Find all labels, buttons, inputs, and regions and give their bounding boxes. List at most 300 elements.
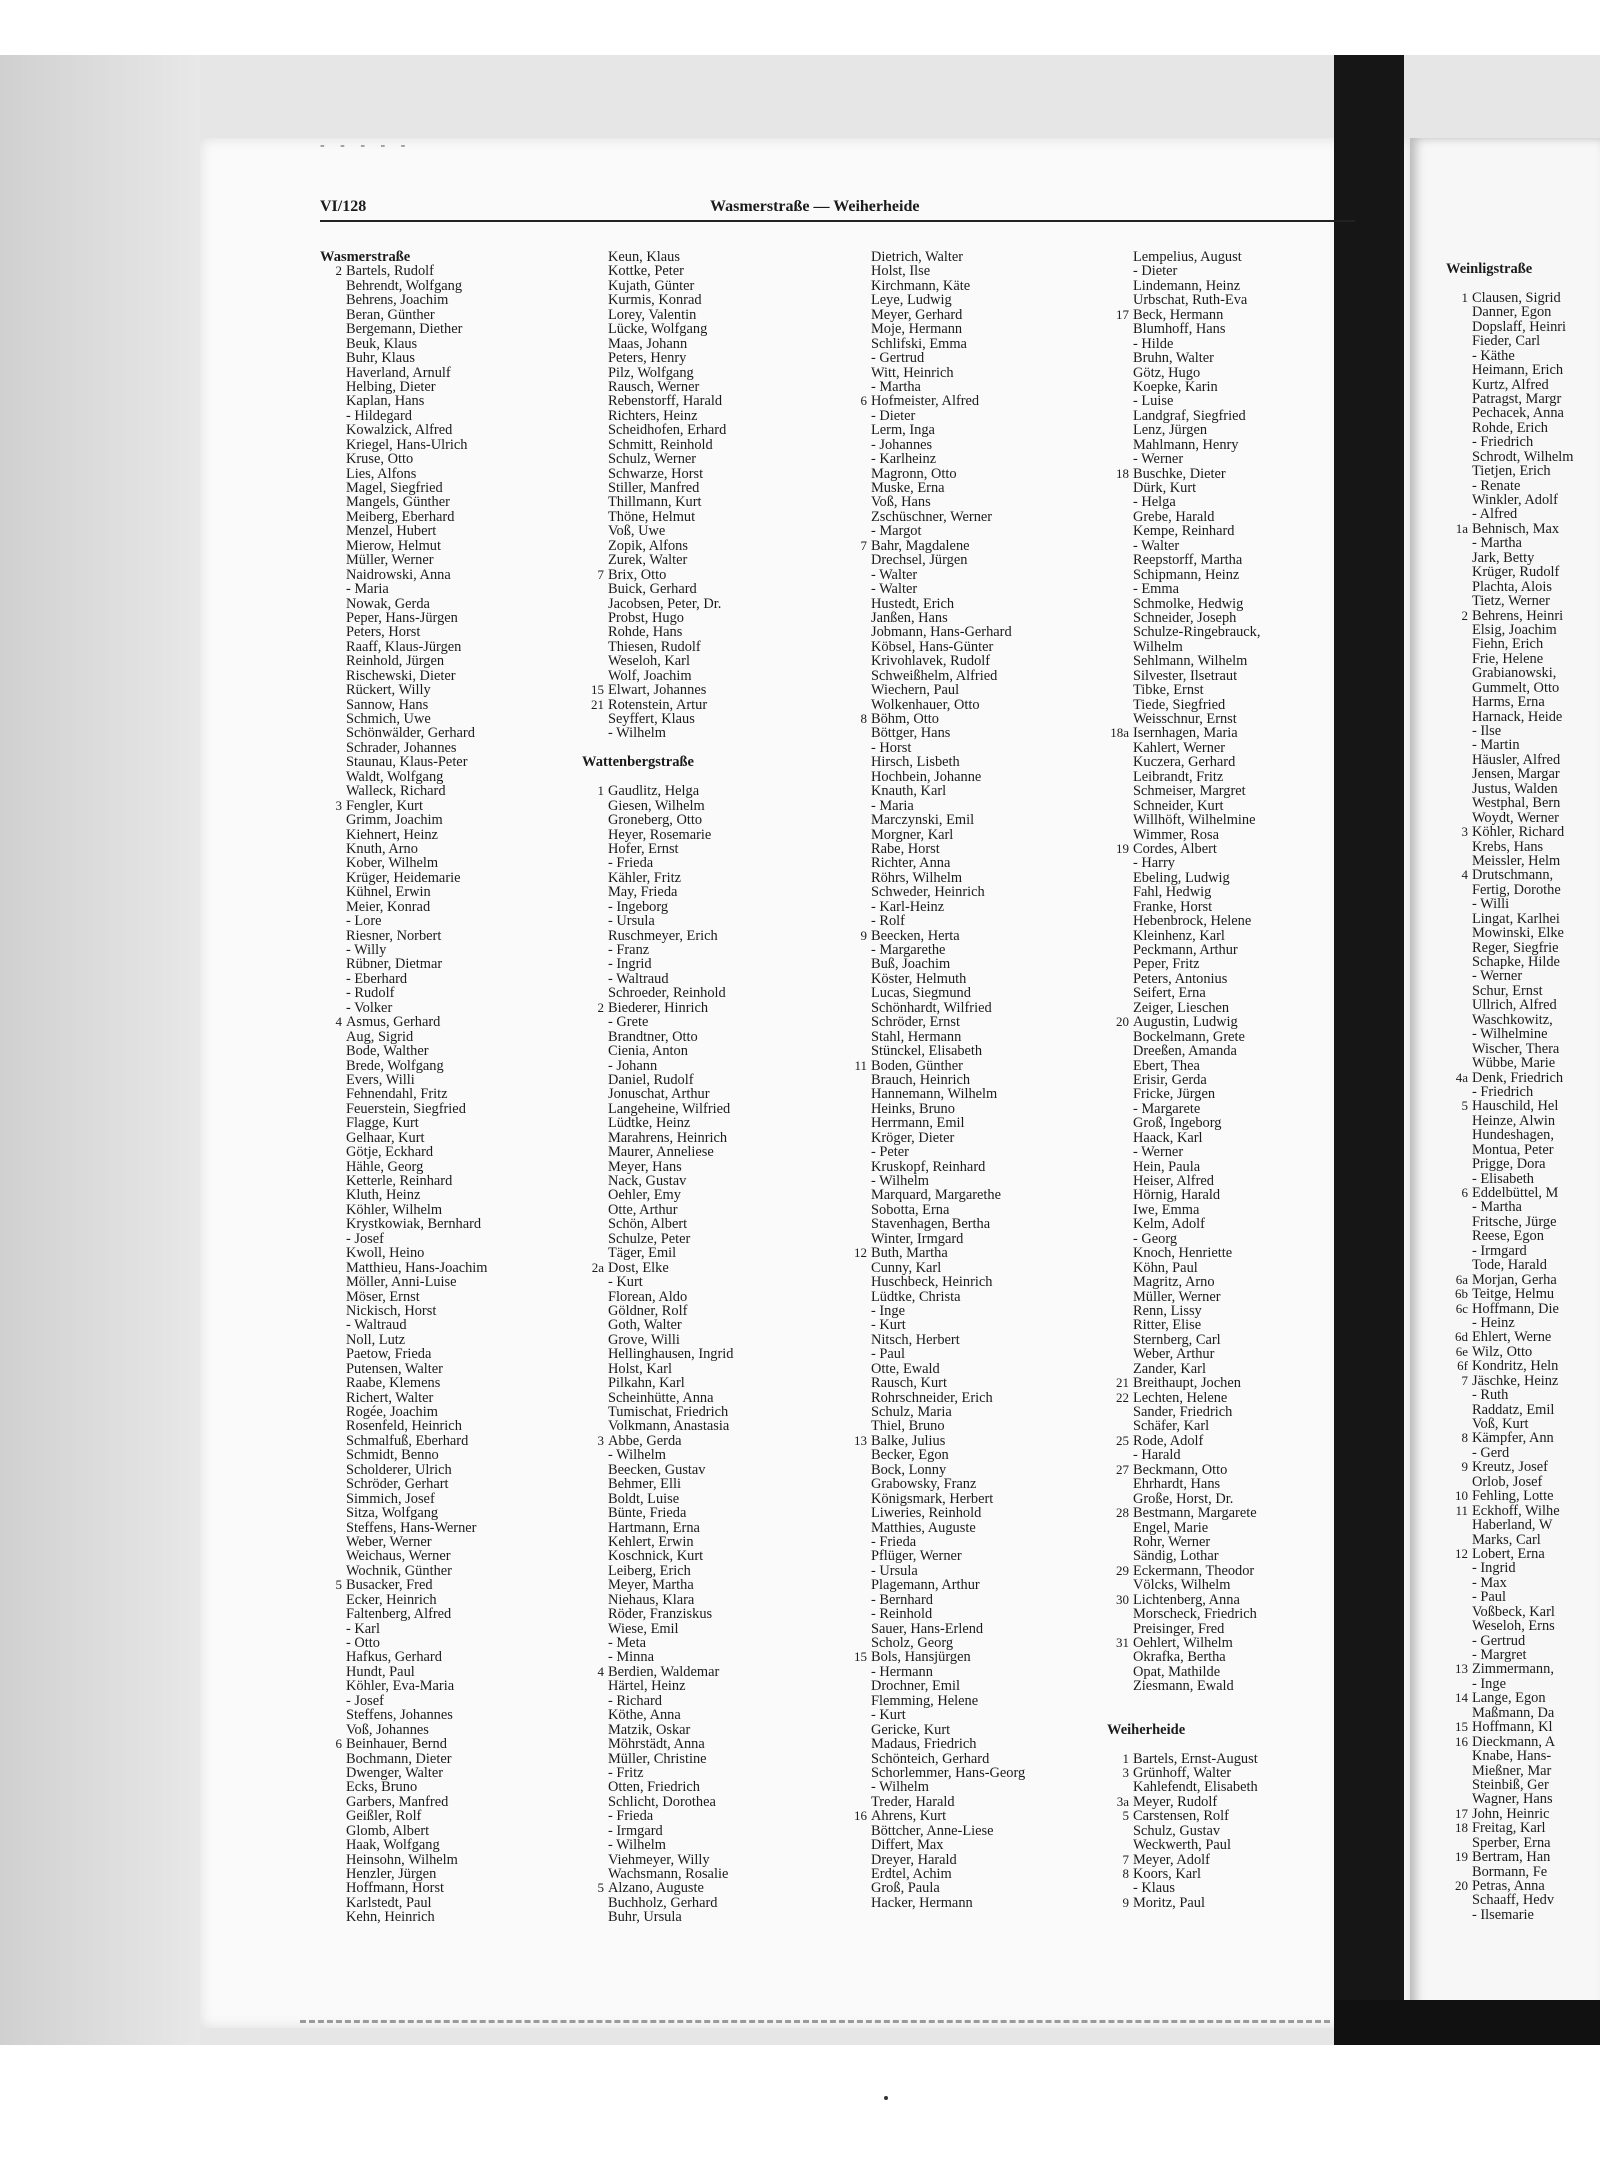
resident-entry xyxy=(582,452,832,466)
resident-name: Scheidhofen, Erhard xyxy=(608,422,727,439)
resident-name: Schorlemmer, Hans-Georg xyxy=(871,1764,1026,1781)
resident-entry xyxy=(582,712,832,726)
resident-entry xyxy=(582,582,832,596)
resident-name: - Wilhelm xyxy=(871,1173,929,1189)
resident-name: Meyer, Hans xyxy=(608,1158,682,1175)
resident-name: Wischer, Thera xyxy=(1472,1040,1560,1057)
resident-entry xyxy=(1107,524,1357,538)
resident-entry xyxy=(320,1708,570,1722)
resident-entry xyxy=(1107,1145,1357,1159)
resident-name: Ehrhardt, Hans xyxy=(1133,1476,1221,1493)
resident-entry xyxy=(1446,1388,1600,1402)
resident-entry xyxy=(1107,1015,1357,1029)
resident-name: Differt, Max xyxy=(871,1837,944,1854)
resident-name: - Renate xyxy=(1472,477,1521,494)
resident-name: Peters, Horst xyxy=(346,624,421,641)
resident-name: Köhler, Wilhelm xyxy=(346,1201,443,1218)
resident-name: Koepke, Karin xyxy=(1133,378,1218,395)
resident-name: Schönteich, Gerhard xyxy=(871,1750,990,1767)
resident-entry xyxy=(582,1333,832,1347)
resident-entry xyxy=(1446,1547,1600,1561)
house-number: 9 xyxy=(1461,1459,1468,1475)
resident-entry xyxy=(1446,594,1600,608)
house-number: 6 xyxy=(860,393,867,409)
resident-entry xyxy=(845,1867,1095,1881)
resident-entry xyxy=(1107,337,1357,351)
resident-entry xyxy=(1446,291,1600,305)
resident-name: Fieder, Carl xyxy=(1472,333,1541,350)
resident-entry xyxy=(1107,929,1357,943)
resident-entry xyxy=(1446,1821,1600,1835)
resident-name: Wilz, Otto xyxy=(1472,1343,1533,1360)
resident-name: Keun, Klaus xyxy=(608,249,680,265)
resident-entry xyxy=(1107,972,1357,986)
resident-name: Ecks, Bruno xyxy=(346,1779,418,1796)
resident-entry xyxy=(582,438,832,452)
resident-entry xyxy=(582,366,832,380)
resident-name: Pilkahn, Karl xyxy=(608,1375,685,1392)
resident-entry xyxy=(582,1867,832,1881)
resident-entry xyxy=(845,1217,1095,1231)
resident-name: Jacobsen, Peter, Dr. xyxy=(608,595,722,612)
resident-name: Schröder, Gerhart xyxy=(346,1476,449,1493)
resident-name: - Dieter xyxy=(871,407,916,424)
resident-name: Helbing, Dieter xyxy=(346,378,436,395)
resident-entry xyxy=(1446,883,1600,897)
resident-entry xyxy=(320,943,570,957)
resident-name: Schön, Albert xyxy=(608,1216,688,1233)
resident-entry xyxy=(1107,1622,1357,1636)
resident-name: Sternberg, Carl xyxy=(1133,1331,1221,1348)
resident-name: Grove, Willi xyxy=(608,1331,680,1348)
resident-entry xyxy=(320,640,570,654)
resident-entry xyxy=(1107,597,1357,611)
resident-entry xyxy=(1446,854,1600,868)
resident-entry xyxy=(1107,1535,1357,1549)
house-number: 1 xyxy=(597,783,604,799)
resident-entry xyxy=(1446,1619,1600,1633)
resident-name: Bergemann, Diether xyxy=(346,321,463,338)
resident-entry xyxy=(582,1203,832,1217)
resident-name: Magritz, Arno xyxy=(1133,1274,1215,1291)
resident-entry xyxy=(320,1304,570,1318)
resident-entry xyxy=(1446,738,1600,752)
resident-entry xyxy=(1107,1650,1357,1664)
resident-entry xyxy=(582,1434,832,1448)
resident-name: - Werner xyxy=(1133,451,1184,468)
resident-entry xyxy=(845,1116,1095,1130)
resident-entry xyxy=(845,495,1095,509)
resident-name: - Frieda xyxy=(871,1533,917,1550)
resident-name: Lingat, Karlhei xyxy=(1472,910,1560,927)
house-number: 13 xyxy=(1455,1661,1468,1677)
resident-entry xyxy=(1107,1838,1357,1852)
resident-entry xyxy=(582,957,832,971)
resident-name: Evers, Willi xyxy=(346,1071,415,1088)
street-heading xyxy=(1446,262,1600,276)
resident-name: Karlstedt, Paul xyxy=(346,1894,432,1911)
resident-name: Orlob, Josef xyxy=(1472,1473,1543,1490)
resident-entry xyxy=(582,1304,832,1318)
resident-name: Harms, Erna xyxy=(1472,694,1545,711)
resident-entry xyxy=(1446,305,1600,319)
resident-entry xyxy=(1107,322,1357,336)
resident-name: Knabe, Hans- xyxy=(1472,1748,1552,1765)
resident-entry xyxy=(320,1780,570,1794)
resident-name: Böttcher, Anne-Liese xyxy=(871,1822,994,1839)
resident-name: - Maria xyxy=(346,581,389,598)
resident-name: Müller, Christine xyxy=(608,1750,707,1767)
resident-name: Hannemann, Wilhelm xyxy=(871,1086,998,1103)
resident-entry xyxy=(1107,683,1357,697)
resident-entry xyxy=(1446,753,1600,767)
resident-name: Leye, Ludwig xyxy=(871,292,952,309)
resident-name: Voßbeck, Karl xyxy=(1472,1603,1555,1620)
resident-entry xyxy=(845,1362,1095,1376)
resident-name: Landgraf, Siegfried xyxy=(1133,407,1246,424)
resident-name: Magronn, Otto xyxy=(871,465,957,482)
house-number: 6f xyxy=(1457,1358,1468,1374)
resident-name: - Paul xyxy=(1472,1589,1506,1606)
resident-name: Rohde, Erich xyxy=(1472,419,1548,436)
resident-entry xyxy=(1107,495,1357,509)
resident-entry xyxy=(845,1549,1095,1563)
resident-entry xyxy=(320,597,570,611)
resident-name: Große, Horst, Dr. xyxy=(1133,1490,1234,1507)
resident-name: Daniel, Rudolf xyxy=(608,1071,694,1088)
resident-name: Otte, Arthur xyxy=(608,1201,678,1218)
house-number: 9 xyxy=(860,927,867,943)
resident-name: - Ursula xyxy=(608,913,655,930)
resident-name: Sitza, Wolfgang xyxy=(346,1505,439,1522)
resident-entry xyxy=(1107,1448,1357,1462)
resident-entry xyxy=(1107,1391,1357,1405)
blank-line xyxy=(582,770,832,784)
resident-name: - Emma xyxy=(1133,581,1179,598)
resident-entry xyxy=(582,611,832,625)
resident-entry xyxy=(1446,681,1600,695)
resident-entry xyxy=(1446,1792,1600,1806)
resident-entry xyxy=(845,1059,1095,1073)
resident-entry xyxy=(582,1116,832,1130)
resident-entry xyxy=(845,337,1095,351)
resident-entry xyxy=(845,1752,1095,1766)
resident-name: Ketterle, Reinhard xyxy=(346,1173,453,1189)
resident-name: Krivohlavek, Rudolf xyxy=(871,653,991,670)
resident-name: Hundt, Paul xyxy=(346,1663,415,1680)
resident-entry xyxy=(582,423,832,437)
resident-name: - Gertrud xyxy=(871,350,925,367)
resident-entry xyxy=(582,842,832,856)
resident-name: - Gerd xyxy=(1472,1444,1510,1461)
resident-entry xyxy=(1107,1044,1357,1058)
resident-entry xyxy=(1107,481,1357,495)
resident-name: Schmalfuß, Eberhard xyxy=(346,1432,469,1449)
resident-name: Peper, Hans-Jürgen xyxy=(346,609,458,626)
resident-entry xyxy=(845,1290,1095,1304)
resident-entry xyxy=(1446,1157,1600,1171)
resident-entry xyxy=(845,726,1095,740)
resident-name: Sobotta, Erna xyxy=(871,1201,950,1218)
house-number: 7 xyxy=(1461,1372,1468,1388)
resident-name: Möhrstädt, Anna xyxy=(608,1736,705,1753)
resident-name: Florean, Aldo xyxy=(608,1288,688,1305)
resident-name: Behmer, Elli xyxy=(608,1476,681,1493)
resident-name: Rohrschneider, Erich xyxy=(871,1389,993,1406)
street-heading xyxy=(582,755,832,769)
resident-entry xyxy=(1107,264,1357,278)
resident-name: - Fritz xyxy=(608,1764,644,1781)
house-number: 11 xyxy=(854,1057,867,1073)
resident-name: Frie, Helene xyxy=(1472,650,1544,667)
resident-entry xyxy=(320,726,570,740)
resident-name: Urbschat, Ruth-Eva xyxy=(1133,292,1248,309)
resident-entry xyxy=(582,1073,832,1087)
resident-name: Köbsel, Hans-Günter xyxy=(871,638,994,655)
resident-entry xyxy=(1446,1056,1600,1070)
resident-entry xyxy=(1107,510,1357,524)
resident-entry xyxy=(320,1261,570,1275)
resident-name: Dwenger, Walter xyxy=(346,1764,444,1781)
resident-entry xyxy=(1107,871,1357,885)
resident-entry xyxy=(582,1290,832,1304)
resident-name: Buhr, Ursula xyxy=(608,1909,682,1926)
resident-name: - Margret xyxy=(1472,1647,1527,1663)
resident-name: Schönwälder, Gerhard xyxy=(346,725,475,742)
resident-entry xyxy=(582,914,832,928)
resident-entry xyxy=(582,1910,832,1924)
resident-name: Woydt, Werner xyxy=(1472,809,1559,826)
resident-entry xyxy=(1446,897,1600,911)
resident-name: Eddelbüttel, M xyxy=(1472,1185,1559,1201)
resident-name: Röder, Franziskus xyxy=(608,1606,713,1623)
resident-name: Täger, Emil xyxy=(608,1245,677,1262)
resident-entry xyxy=(582,1492,832,1506)
resident-entry xyxy=(320,1145,570,1159)
resident-entry xyxy=(845,1838,1095,1852)
resident-entry xyxy=(582,784,832,798)
resident-name: Scheinhütte, Anna xyxy=(608,1389,714,1406)
resident-entry xyxy=(1107,1131,1357,1145)
resident-name: Tiede, Siegfried xyxy=(1133,696,1226,713)
resident-entry xyxy=(582,1131,832,1145)
resident-name: Ecker, Heinrich xyxy=(346,1591,437,1608)
resident-entry xyxy=(1107,726,1357,740)
resident-name: Garbers, Manfred xyxy=(346,1793,449,1810)
resident-entry xyxy=(320,322,570,336)
resident-name: - Martha xyxy=(1472,535,1522,552)
resident-name: Okrafka, Bertha xyxy=(1133,1649,1226,1666)
column-3 xyxy=(845,250,1095,1910)
resident-name: Hofer, Ernst xyxy=(608,840,679,857)
house-number: 12 xyxy=(1455,1545,1468,1561)
resident-entry xyxy=(1446,1013,1600,1027)
resident-entry xyxy=(320,828,570,842)
resident-name: Justus, Walden xyxy=(1472,780,1558,797)
resident-name: - Friedrich xyxy=(1472,434,1534,451)
resident-name: Schweder, Heinrich xyxy=(871,884,985,901)
resident-entry xyxy=(582,1174,832,1188)
house-number: 5 xyxy=(1122,1808,1129,1824)
house-number: 18 xyxy=(1455,1820,1468,1836)
resident-name: - Wilhelm xyxy=(871,1779,929,1796)
house-number: 1 xyxy=(1461,289,1468,305)
resident-entry xyxy=(1107,856,1357,870)
resident-entry xyxy=(582,1853,832,1867)
resident-name: - Horst xyxy=(871,739,912,756)
resident-entry xyxy=(1107,250,1357,264)
resident-entry xyxy=(320,1419,570,1433)
resident-entry xyxy=(320,1275,570,1289)
resident-name: Drechsel, Jürgen xyxy=(871,552,968,569)
resident-name: Clausen, Sigrid xyxy=(1472,289,1561,306)
resident-name: Knuth, Arno xyxy=(346,840,418,857)
resident-name: Buth, Martha xyxy=(871,1245,948,1262)
house-number: 7 xyxy=(597,566,604,582)
resident-entry xyxy=(320,1290,570,1304)
resident-entry xyxy=(582,1795,832,1809)
resident-entry xyxy=(582,510,832,524)
resident-entry xyxy=(1446,969,1600,983)
resident-name: Abbe, Gerda xyxy=(608,1432,682,1449)
resident-name: Freitag, Karl xyxy=(1472,1820,1546,1837)
resident-name: Schulze, Peter xyxy=(608,1230,691,1247)
resident-entry xyxy=(1446,724,1600,738)
resident-entry xyxy=(1446,1330,1600,1344)
resident-name: Erdtel, Achim xyxy=(871,1866,952,1882)
resident-name: Götz, Hugo xyxy=(1133,364,1201,381)
blank-line xyxy=(1446,276,1600,290)
resident-name: Bockelmann, Grete xyxy=(1133,1028,1245,1045)
resident-name: Lerm, Inga xyxy=(871,422,935,439)
resident-entry xyxy=(845,539,1095,553)
resident-entry xyxy=(582,1217,832,1231)
resident-entry xyxy=(1107,813,1357,827)
resident-name: Bormann, Fe xyxy=(1472,1863,1548,1880)
resident-name: Leibrandt, Fritz xyxy=(1133,768,1224,785)
resident-entry xyxy=(320,1853,570,1867)
resident-entry xyxy=(1446,652,1600,666)
resident-name: - Wilhelmine xyxy=(1472,1026,1548,1043)
resident-name: Matzik, Oskar xyxy=(608,1721,691,1738)
resident-name: Peters, Henry xyxy=(608,350,687,367)
resident-name: Kowalzick, Alfred xyxy=(346,422,453,439)
resident-entry xyxy=(1107,1059,1357,1073)
resident-entry xyxy=(582,250,832,264)
resident-entry xyxy=(320,1087,570,1101)
resident-name: Jobmann, Hans-Gerhard xyxy=(871,624,1012,641)
resident-entry xyxy=(1446,840,1600,854)
house-number: 3 xyxy=(335,797,342,813)
resident-name: - Max xyxy=(1472,1574,1507,1591)
resident-entry xyxy=(320,452,570,466)
resident-name: - Wilhelm xyxy=(608,725,666,742)
resident-name: Witt, Heinrich xyxy=(871,364,954,381)
resident-name: Iwe, Emma xyxy=(1133,1201,1200,1218)
resident-name: Teitge, Helmu xyxy=(1472,1286,1555,1303)
resident-name: Peckmann, Arthur xyxy=(1133,942,1238,958)
resident-name: Buß, Joachim xyxy=(871,956,951,973)
resident-name: Pflüger, Werner xyxy=(871,1548,962,1565)
resident-name: Dietrich, Walter xyxy=(871,249,964,265)
resident-name: Steffens, Johannes xyxy=(346,1707,453,1724)
resident-name: Schmidt, Benno xyxy=(346,1447,439,1464)
resident-name: Lobert, Erna xyxy=(1472,1545,1545,1562)
resident-entry xyxy=(845,1347,1095,1361)
resident-entry xyxy=(1107,452,1357,466)
resident-entry xyxy=(845,683,1095,697)
resident-entry xyxy=(1107,568,1357,582)
resident-name: Behnisch, Max xyxy=(1472,520,1560,537)
resident-name: Weseloh, Erns xyxy=(1472,1618,1555,1635)
resident-entry xyxy=(1446,1865,1600,1879)
resident-entry xyxy=(320,1362,570,1376)
resident-name: Rabe, Horst xyxy=(871,840,940,857)
resident-name: - Klaus xyxy=(1133,1880,1175,1897)
resident-name: Marquard, Margarethe xyxy=(871,1187,1001,1204)
resident-entry xyxy=(1107,1087,1357,1101)
resident-entry xyxy=(582,1607,832,1621)
resident-entry xyxy=(320,438,570,452)
street-name: Wasmerstraße xyxy=(320,249,411,265)
resident-entry xyxy=(845,1708,1095,1722)
resident-entry xyxy=(582,1376,832,1390)
resident-entry xyxy=(582,1650,832,1664)
resident-name: Weseloh, Karl xyxy=(608,653,690,670)
resident-name: Westphal, Bern xyxy=(1472,795,1561,812)
resident-name: Aug, Sigrid xyxy=(346,1028,414,1045)
resident-entry xyxy=(582,495,832,509)
resident-name: - Josef xyxy=(346,1692,384,1709)
resident-name: Voß, Hans xyxy=(871,494,931,511)
resident-entry xyxy=(1107,1824,1357,1838)
resident-entry xyxy=(845,351,1095,365)
resident-name: Behrens, Heinri xyxy=(1472,607,1564,624)
resident-name: Raabe, Klemens xyxy=(346,1375,441,1392)
resident-entry xyxy=(1107,1434,1357,1448)
resident-entry xyxy=(845,1463,1095,1477)
resident-name: Rohr, Werner xyxy=(1133,1533,1211,1550)
resident-entry xyxy=(320,1217,570,1231)
resident-name: - Irmgard xyxy=(1472,1242,1527,1259)
resident-name: Grebe, Harald xyxy=(1133,508,1215,525)
resident-entry xyxy=(320,1318,570,1332)
resident-name: Schneider, Joseph xyxy=(1133,609,1237,626)
resident-entry xyxy=(1446,1302,1600,1316)
resident-entry xyxy=(582,1752,832,1766)
resident-entry xyxy=(1107,1463,1357,1477)
resident-name: Herrmann, Emil xyxy=(871,1115,965,1132)
resident-name: Fehnendahl, Fritz xyxy=(346,1086,448,1103)
resident-entry xyxy=(1446,551,1600,565)
resident-entry xyxy=(582,726,832,740)
resident-entry xyxy=(582,1347,832,1361)
resident-name: Rausch, Kurt xyxy=(871,1375,947,1392)
resident-entry xyxy=(320,900,570,914)
resident-name: Hoffmann, Horst xyxy=(346,1880,445,1897)
house-number: 2 xyxy=(597,999,604,1015)
resident-entry xyxy=(845,279,1095,293)
house-number: 6a xyxy=(1455,1271,1468,1287)
resident-entry xyxy=(582,986,832,1000)
resident-entry xyxy=(1446,1316,1600,1330)
resident-name: Kiehnert, Heinz xyxy=(346,826,438,843)
street-heading xyxy=(320,250,570,264)
resident-name: Haak, Wolfgang xyxy=(346,1837,440,1854)
house-number: 17 xyxy=(1455,1805,1468,1821)
resident-entry xyxy=(1446,984,1600,998)
house-number: 29 xyxy=(1116,1562,1129,1578)
